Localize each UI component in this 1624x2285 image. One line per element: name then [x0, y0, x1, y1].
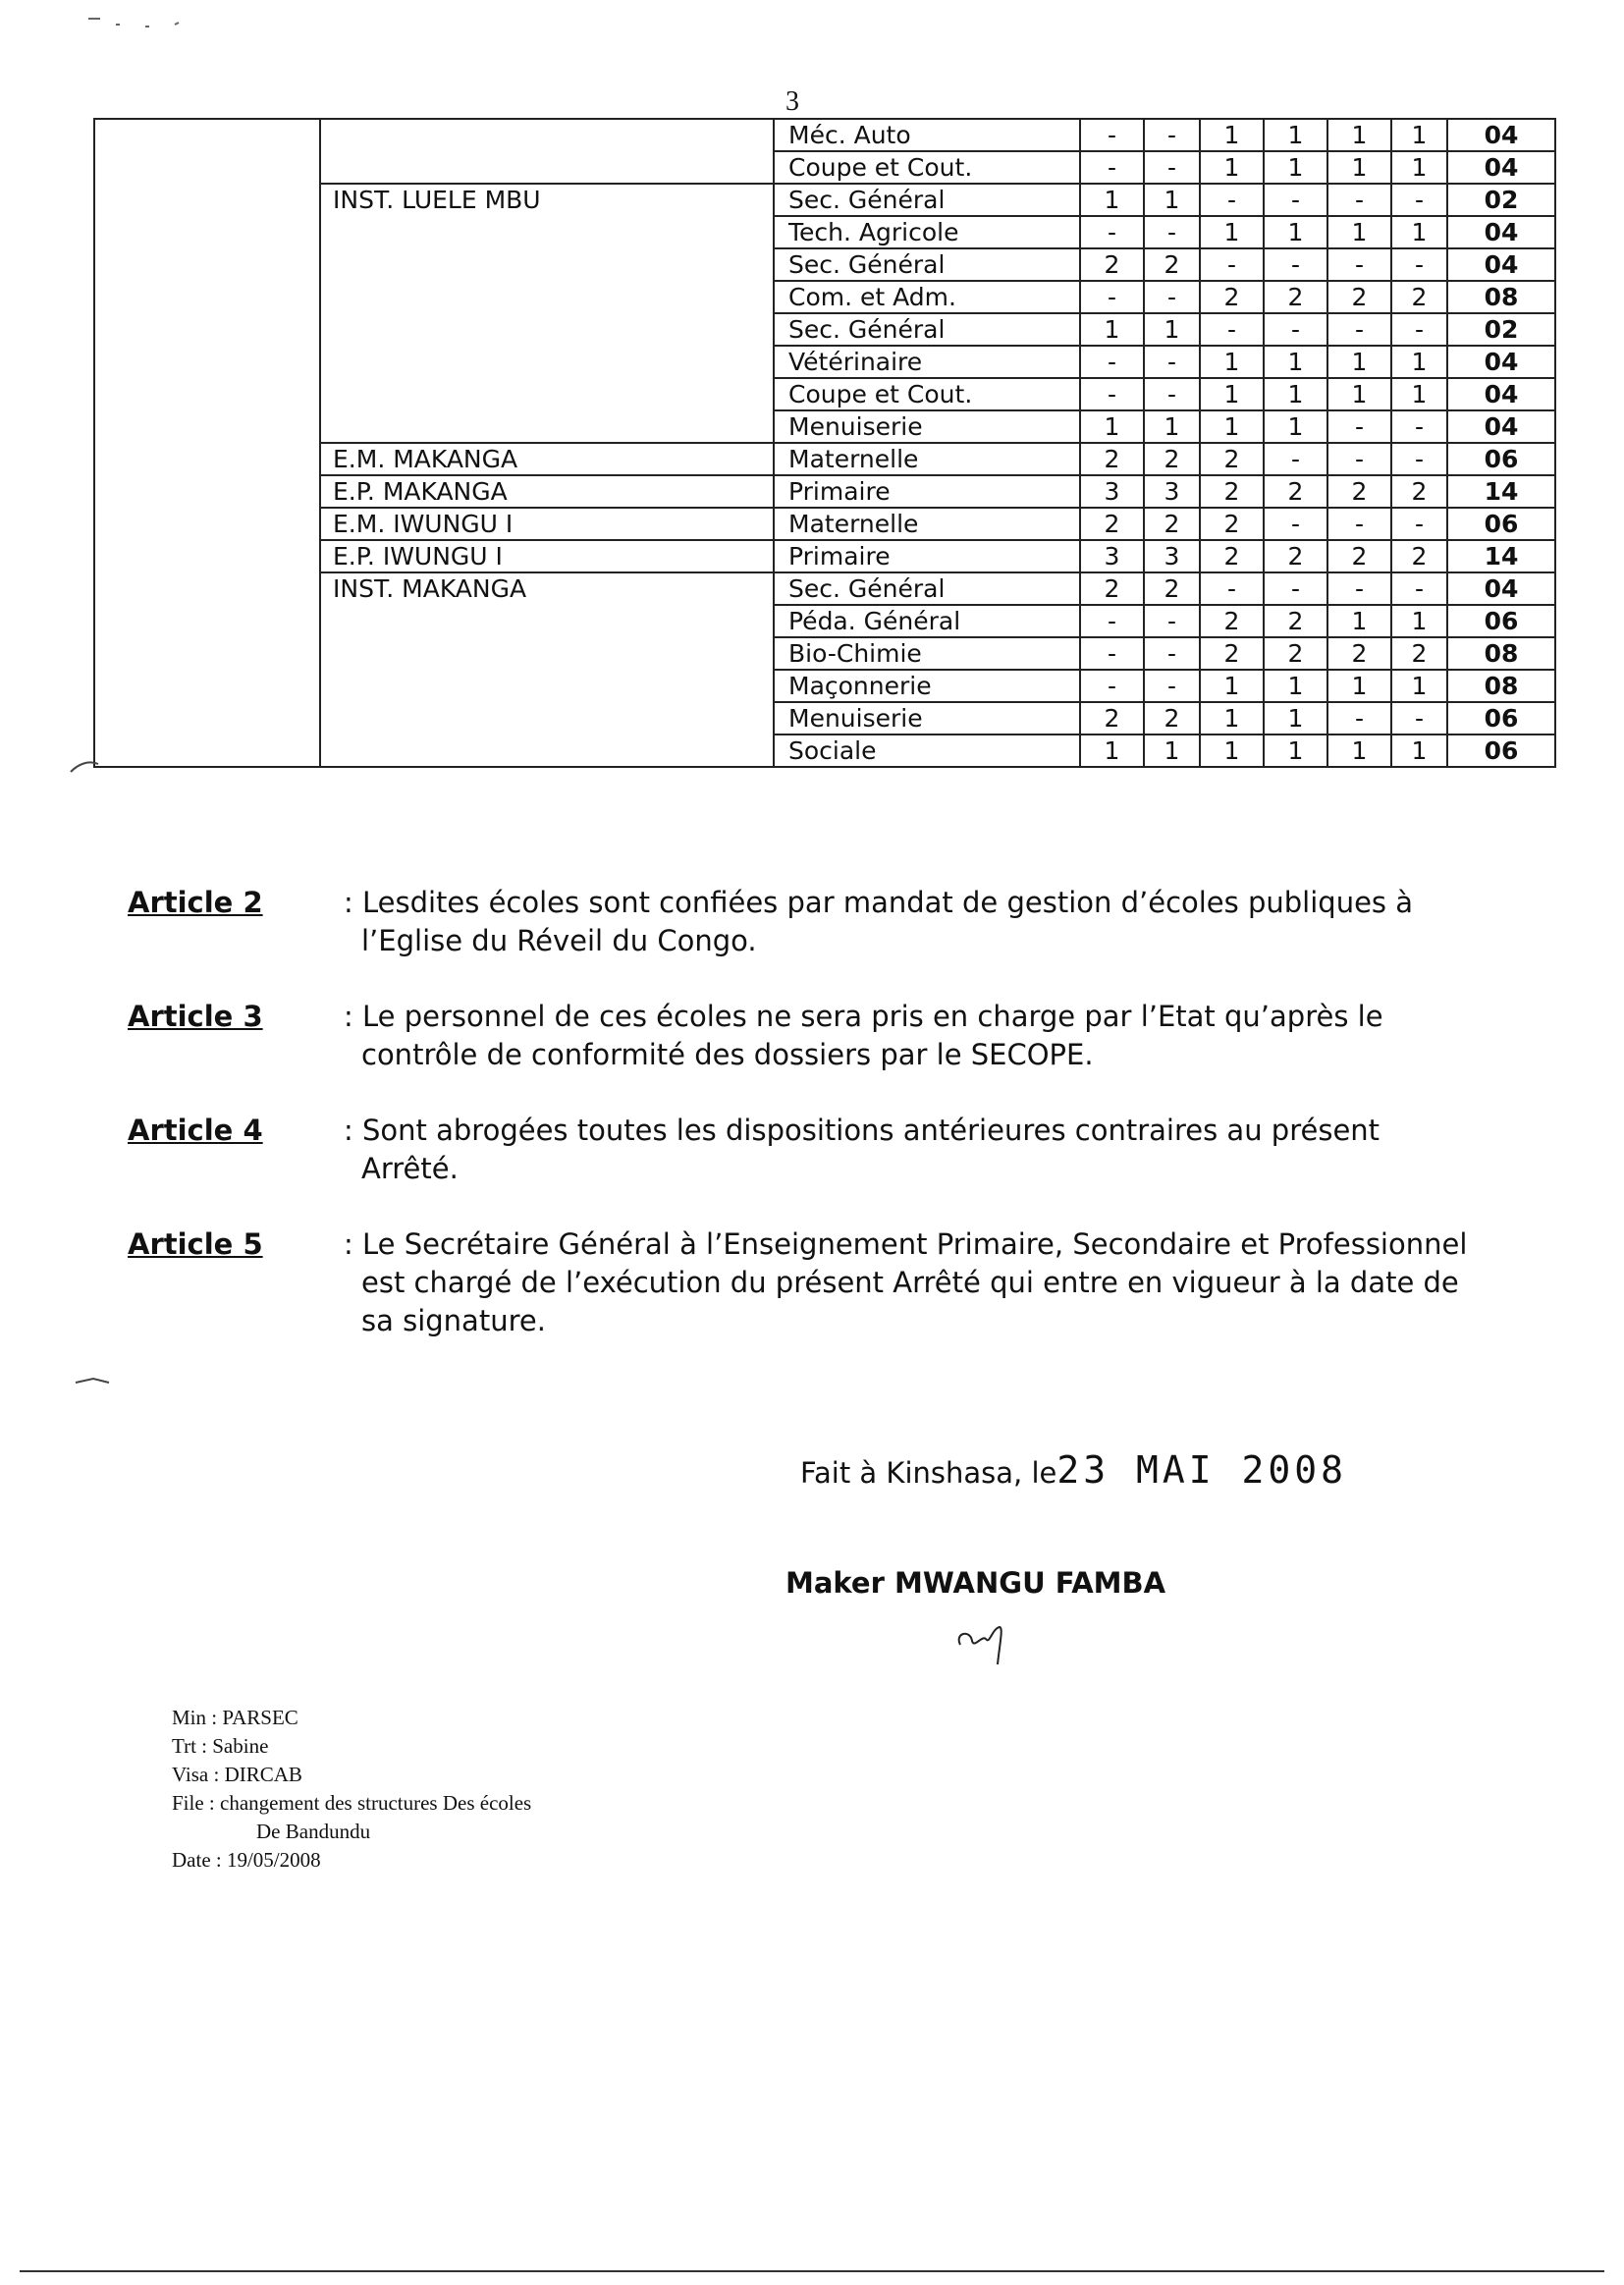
blank-cell	[94, 734, 320, 767]
class-count-cell: 2	[1264, 475, 1327, 508]
class-count-cell: 1	[1264, 734, 1327, 767]
class-count-cell: 1	[1264, 702, 1327, 734]
class-count-cell: 2	[1080, 508, 1144, 540]
table-row	[94, 734, 1555, 767]
class-count-cell: 2	[1391, 540, 1447, 572]
option-cell: Sec. Général	[774, 572, 1080, 605]
scan-mark	[69, 756, 118, 776]
article-line: : Le Secrétaire Général à l’Enseignement Primaire, Secondaire et Professionnel	[344, 1227, 1468, 1261]
class-count-cell: 2	[1080, 702, 1144, 734]
class-count-cell: 1	[1200, 119, 1264, 151]
class-count-cell: -	[1264, 248, 1327, 281]
table-row	[94, 346, 1555, 378]
class-count-cell: 1	[1327, 378, 1391, 410]
article-line: : Le personnel de ces écoles ne sera pris en charge par l’Etat qu’après le	[344, 1000, 1383, 1033]
option-cell: Sociale	[774, 734, 1080, 767]
article-text	[344, 1112, 1473, 1188]
class-count-cell: 1	[1200, 410, 1264, 443]
table-row	[94, 378, 1555, 410]
total-cell: 02	[1447, 313, 1555, 346]
class-count-cell: -	[1200, 313, 1264, 346]
class-count-cell: 1	[1200, 346, 1264, 378]
class-count-cell: 1	[1391, 119, 1447, 151]
class-count-cell: -	[1391, 184, 1447, 216]
footer-file-continued: De Bandundu	[256, 1820, 371, 1843]
blank-cell	[94, 540, 320, 572]
class-count-cell: 1	[1200, 670, 1264, 702]
total-cell: 04	[1447, 346, 1555, 378]
class-count-cell: 1	[1200, 734, 1264, 767]
page-number: 3	[785, 86, 799, 117]
option-cell: Vétérinaire	[774, 346, 1080, 378]
scan-mark	[74, 1375, 113, 1387]
class-count-cell: -	[1144, 216, 1200, 248]
class-count-cell: 2	[1327, 281, 1391, 313]
blank-cell	[94, 248, 320, 281]
blank-cell	[94, 151, 320, 184]
table-row	[94, 216, 1555, 248]
blank-cell	[94, 119, 320, 151]
table-row	[94, 475, 1555, 508]
blank-cell	[94, 378, 320, 410]
table-row	[94, 151, 1555, 184]
class-count-cell: 2	[1327, 475, 1391, 508]
class-count-cell: -	[1264, 508, 1327, 540]
option-cell: Menuiserie	[774, 702, 1080, 734]
school-cell	[320, 410, 774, 443]
schools-table	[93, 118, 1556, 768]
total-cell: 04	[1447, 378, 1555, 410]
blank-cell	[94, 670, 320, 702]
class-count-cell: 1	[1080, 734, 1144, 767]
school-cell	[320, 216, 774, 248]
article-2	[128, 884, 1483, 960]
class-count-cell: 1	[1327, 734, 1391, 767]
total-cell: 04	[1447, 151, 1555, 184]
blank-cell	[94, 281, 320, 313]
article-line: Arrêté.	[361, 1152, 459, 1185]
class-count-cell: -	[1144, 605, 1200, 637]
class-count-cell: -	[1200, 572, 1264, 605]
class-count-cell: -	[1080, 637, 1144, 670]
class-count-cell: 2	[1080, 248, 1144, 281]
class-count-cell: 2	[1391, 637, 1447, 670]
table-row	[94, 637, 1555, 670]
table-row	[94, 313, 1555, 346]
school-cell: E.M. IWUNGU I	[320, 508, 774, 540]
school-cell	[320, 605, 774, 637]
signer-name: Maker MWANGU FAMBA	[785, 1566, 1166, 1600]
class-count-cell: -	[1080, 281, 1144, 313]
class-count-cell: 1	[1080, 313, 1144, 346]
footer-file: File : changement des structures Des écoles	[172, 1791, 532, 1815]
class-count-cell: 1	[1264, 410, 1327, 443]
school-cell	[320, 702, 774, 734]
class-count-cell: 2	[1080, 443, 1144, 475]
blank-cell	[94, 346, 320, 378]
school-cell	[320, 378, 774, 410]
class-count-cell: 1	[1391, 605, 1447, 637]
class-count-cell: -	[1327, 410, 1391, 443]
class-count-cell: -	[1391, 572, 1447, 605]
class-count-cell: -	[1144, 119, 1200, 151]
class-count-cell: 2	[1200, 508, 1264, 540]
total-cell: 06	[1447, 605, 1555, 637]
class-count-cell: -	[1391, 313, 1447, 346]
school-cell: INST. LUELE MBU	[320, 184, 774, 216]
class-count-cell: 3	[1080, 540, 1144, 572]
school-cell	[320, 119, 774, 151]
school-cell	[320, 248, 774, 281]
total-cell: 08	[1447, 281, 1555, 313]
class-count-cell: -	[1264, 313, 1327, 346]
blank-cell	[94, 184, 320, 216]
blank-cell	[94, 702, 320, 734]
footer-visa: Visa : DIRCAB	[172, 1763, 302, 1786]
school-cell: E.P. MAKANGA	[320, 475, 774, 508]
class-count-cell: -	[1080, 605, 1144, 637]
class-count-cell: -	[1327, 443, 1391, 475]
class-count-cell: 1	[1144, 184, 1200, 216]
school-cell	[320, 151, 774, 184]
articles-section	[128, 884, 1483, 1378]
option-cell: Tech. Agricole	[774, 216, 1080, 248]
option-cell: Maternelle	[774, 443, 1080, 475]
class-count-cell: 1	[1327, 605, 1391, 637]
class-count-cell: -	[1080, 119, 1144, 151]
table-row	[94, 572, 1555, 605]
class-count-cell: 2	[1200, 475, 1264, 508]
option-cell: Coupe et Cout.	[774, 151, 1080, 184]
total-cell: 04	[1447, 248, 1555, 281]
footer-trt: Trt : Sabine	[172, 1734, 269, 1758]
article-label: Article 4	[128, 1114, 263, 1147]
blank-cell	[94, 637, 320, 670]
blank-cell	[94, 410, 320, 443]
class-count-cell: 2	[1200, 281, 1264, 313]
class-count-cell: -	[1391, 410, 1447, 443]
blank-cell	[94, 313, 320, 346]
option-cell: Méc. Auto	[774, 119, 1080, 151]
class-count-cell: -	[1144, 151, 1200, 184]
class-count-cell: -	[1264, 443, 1327, 475]
class-count-cell: -	[1144, 637, 1200, 670]
table-row	[94, 508, 1555, 540]
class-count-cell: 2	[1264, 637, 1327, 670]
option-cell: Primaire	[774, 540, 1080, 572]
class-count-cell: -	[1391, 443, 1447, 475]
option-cell: Coupe et Cout.	[774, 378, 1080, 410]
class-count-cell: -	[1264, 184, 1327, 216]
class-count-cell: -	[1080, 151, 1144, 184]
option-cell: Menuiserie	[774, 410, 1080, 443]
class-count-cell: -	[1391, 508, 1447, 540]
class-count-cell: -	[1391, 702, 1447, 734]
option-cell: Sec. Général	[774, 248, 1080, 281]
option-cell: Primaire	[774, 475, 1080, 508]
scan-mark	[86, 15, 194, 34]
class-count-cell: 1	[1080, 410, 1144, 443]
class-count-cell: -	[1144, 378, 1200, 410]
table-row	[94, 184, 1555, 216]
total-cell: 04	[1447, 216, 1555, 248]
total-cell: 04	[1447, 572, 1555, 605]
class-count-cell: 1	[1327, 151, 1391, 184]
class-count-cell: 1	[1200, 216, 1264, 248]
class-count-cell: -	[1144, 281, 1200, 313]
class-count-cell: 2	[1144, 572, 1200, 605]
class-count-cell: 2	[1200, 443, 1264, 475]
option-cell: Sec. Général	[774, 313, 1080, 346]
total-cell: 14	[1447, 475, 1555, 508]
class-count-cell: 2	[1391, 475, 1447, 508]
school-cell	[320, 734, 774, 767]
class-count-cell: 1	[1144, 313, 1200, 346]
table-row	[94, 443, 1555, 475]
article-label: Article 5	[128, 1227, 263, 1261]
class-count-cell: 3	[1144, 475, 1200, 508]
article-line: sa signature.	[361, 1304, 546, 1337]
class-count-cell: -	[1200, 248, 1264, 281]
class-count-cell: 3	[1144, 540, 1200, 572]
article-line: : Lesdites écoles sont confiées par mandat de gestion d’écoles publiques à	[344, 886, 1414, 919]
bottom-rule	[20, 2270, 1604, 2272]
class-count-cell: 2	[1391, 281, 1447, 313]
class-count-cell: 1	[1391, 216, 1447, 248]
class-count-cell: -	[1144, 670, 1200, 702]
class-count-cell: -	[1327, 572, 1391, 605]
total-cell: 06	[1447, 508, 1555, 540]
table-row	[94, 248, 1555, 281]
table-row	[94, 670, 1555, 702]
class-count-cell: 2	[1200, 605, 1264, 637]
class-count-cell: -	[1080, 378, 1144, 410]
class-count-cell: 1	[1391, 734, 1447, 767]
class-count-cell: 1	[1264, 119, 1327, 151]
class-count-cell: 1	[1391, 346, 1447, 378]
class-count-cell: -	[1327, 248, 1391, 281]
class-count-cell: -	[1080, 216, 1144, 248]
date-stamp: 23 MAI 2008	[1056, 1448, 1348, 1492]
class-count-cell: 2	[1200, 540, 1264, 572]
class-count-cell: -	[1080, 346, 1144, 378]
class-count-cell: 1	[1144, 410, 1200, 443]
place-text: Fait à Kinshasa, le	[800, 1456, 1057, 1490]
total-cell: 06	[1447, 734, 1555, 767]
class-count-cell: 2	[1327, 540, 1391, 572]
class-count-cell: 2	[1144, 443, 1200, 475]
school-cell: E.M. MAKANGA	[320, 443, 774, 475]
option-cell: Bio-Chimie	[774, 637, 1080, 670]
class-count-cell: 3	[1080, 475, 1144, 508]
article-line: est chargé de l’exécution du présent Arrêté qui entre en vigueur à la date de	[361, 1266, 1459, 1299]
article-3	[128, 998, 1483, 1074]
class-count-cell: 1	[1264, 670, 1327, 702]
blank-cell	[94, 572, 320, 605]
class-count-cell: -	[1200, 184, 1264, 216]
signature-place-date	[800, 1448, 1347, 1492]
class-count-cell: -	[1327, 508, 1391, 540]
school-cell: E.P. IWUNGU I	[320, 540, 774, 572]
class-count-cell: 2	[1264, 605, 1327, 637]
class-count-cell: -	[1327, 184, 1391, 216]
class-count-cell: 1	[1200, 151, 1264, 184]
blank-cell	[94, 475, 320, 508]
option-cell: Maternelle	[774, 508, 1080, 540]
class-count-cell: -	[1327, 313, 1391, 346]
option-cell: Maçonnerie	[774, 670, 1080, 702]
class-count-cell: 2	[1200, 637, 1264, 670]
class-count-cell: -	[1080, 670, 1144, 702]
school-cell: INST. MAKANGA	[320, 572, 774, 605]
total-cell: 08	[1447, 670, 1555, 702]
class-count-cell: -	[1327, 702, 1391, 734]
option-cell: Péda. Général	[774, 605, 1080, 637]
class-count-cell: 2	[1144, 508, 1200, 540]
class-count-cell: 1	[1200, 378, 1264, 410]
class-count-cell: 1	[1391, 670, 1447, 702]
total-cell: 06	[1447, 702, 1555, 734]
article-line: : Sont abrogées toutes les dispositions antérieures contraires au présent	[344, 1114, 1380, 1147]
school-cell	[320, 637, 774, 670]
class-count-cell: 1	[1144, 734, 1200, 767]
class-count-cell: -	[1264, 572, 1327, 605]
class-count-cell: 1	[1080, 184, 1144, 216]
class-count-cell: 1	[1391, 151, 1447, 184]
class-count-cell: 1	[1264, 151, 1327, 184]
article-label: Article 2	[128, 886, 263, 919]
article-label: Article 3	[128, 1000, 263, 1033]
option-cell: Com. et Adm.	[774, 281, 1080, 313]
table-row	[94, 702, 1555, 734]
class-count-cell: 1	[1264, 346, 1327, 378]
table-row	[94, 540, 1555, 572]
class-count-cell: 1	[1327, 670, 1391, 702]
article-5	[128, 1225, 1483, 1340]
class-count-cell: 1	[1264, 216, 1327, 248]
total-cell: 04	[1447, 410, 1555, 443]
option-cell: Sec. Général	[774, 184, 1080, 216]
table-row	[94, 410, 1555, 443]
class-count-cell: 1	[1264, 378, 1327, 410]
class-count-cell: 2	[1264, 281, 1327, 313]
article-text	[344, 884, 1473, 960]
document-footer	[172, 1704, 531, 1875]
total-cell: 06	[1447, 443, 1555, 475]
total-cell: 02	[1447, 184, 1555, 216]
class-count-cell: 2	[1144, 702, 1200, 734]
class-count-cell: -	[1144, 346, 1200, 378]
table-row	[94, 281, 1555, 313]
school-cell	[320, 346, 774, 378]
class-count-cell: 1	[1327, 346, 1391, 378]
school-cell	[320, 281, 774, 313]
article-4	[128, 1112, 1483, 1188]
article-line: l’Eglise du Réveil du Congo.	[361, 924, 757, 957]
blank-cell	[94, 443, 320, 475]
school-cell	[320, 670, 774, 702]
article-text	[344, 998, 1473, 1074]
class-count-cell: -	[1391, 248, 1447, 281]
footer-min: Min : PARSEC	[172, 1706, 298, 1729]
total-cell: 08	[1447, 637, 1555, 670]
class-count-cell: 2	[1327, 637, 1391, 670]
schools-table-body	[94, 119, 1555, 767]
class-count-cell: 2	[1144, 248, 1200, 281]
footer-date: Date : 19/05/2008	[172, 1848, 321, 1872]
class-count-cell: 1	[1327, 216, 1391, 248]
table-row	[94, 605, 1555, 637]
class-count-cell: 2	[1080, 572, 1144, 605]
total-cell: 04	[1447, 119, 1555, 151]
blank-cell	[94, 216, 320, 248]
class-count-cell: 2	[1264, 540, 1327, 572]
class-count-cell: 1	[1327, 119, 1391, 151]
class-count-cell: 1	[1391, 378, 1447, 410]
blank-cell	[94, 508, 320, 540]
handwritten-initials	[952, 1615, 1021, 1674]
class-count-cell: 1	[1200, 702, 1264, 734]
blank-cell	[94, 605, 320, 637]
school-cell	[320, 313, 774, 346]
total-cell: 14	[1447, 540, 1555, 572]
article-text	[344, 1225, 1473, 1340]
article-line: contrôle de conformité des dossiers par le SECOPE.	[361, 1038, 1094, 1071]
table-row	[94, 119, 1555, 151]
